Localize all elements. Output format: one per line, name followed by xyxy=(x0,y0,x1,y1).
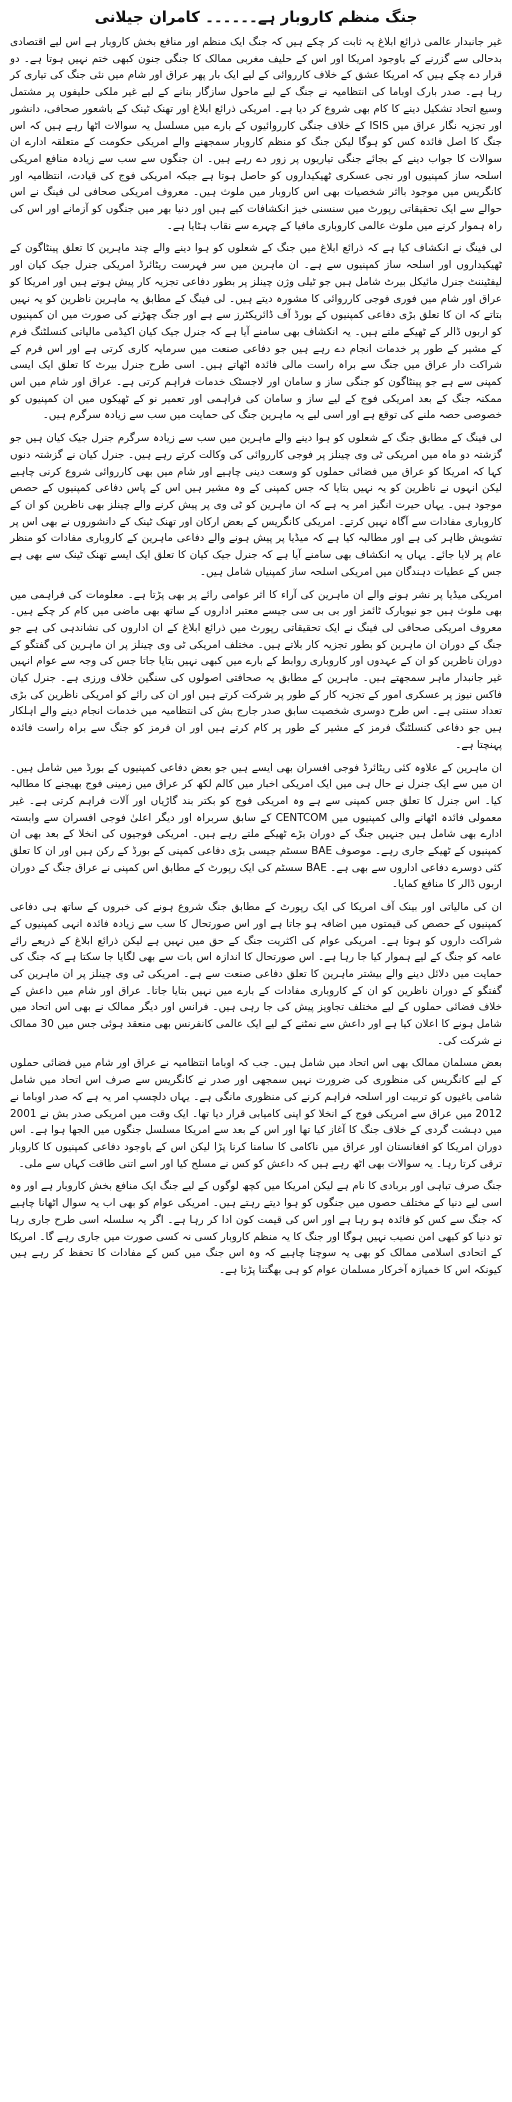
article-paragraph: بعض مسلمان ممالک بھی اس اتحاد میں شامل ہیں۔ جب کہ اوباما انتظامیہ نے عراق اور شام میں فضائی حملوں کے لیے کانگریس کی منظوری کی ضرورت نہیں سمجھی اور صدر نے کانگریس سے صرف اس اتحاد میں شامل شامی باغیوں کو تربیت اور اسلحہ فراہم کرنے کی منظوری مانگی ہے۔ یہاں دلچسپ امر یہ ہے کہ صدر اوباما نے 2012 میں عراق سے امریکی فوج کے انخلا کو اپنی کامیابی قرار دیا تھا۔ ایک وقت میں امریکی صدر بش نے 2001 میں دہشت گردی کے خلاف جنگ کا آغاز کیا تھا اور اس کے بعد سے امریکا مسلسل جنگوں میں الجھا ہوا ہے۔ اس دوران امریکا کو افغانستان اور عراق میں ناکامی کا سامنا کرنا پڑا لیکن اس کے باوجود دفاعی کمپنیوں کا کاروبار ترقی کرتا رہا۔ یہ سوالات بھی اٹھ رہے ہیں کہ داعش کو کس نے مسلح کیا اور اسے اتنی طاقت کہاں سے ملی۔ xyxy=(10,1057,502,1170)
article-paragraph: لی فینگ کے مطابق جنگ کے شعلوں کو ہوا دینے والے ماہرین میں سب سے زیادہ سرگرم جنرل جیک کیان ہیں جو گزشتہ دو ماہ میں امریکی ٹی وی چینلز پر فوجی کارروائی کی وکالت کرتے رہے ہیں۔ جنرل کیان نے گزشتہ دنوں کہا کہ امریکا کو عراق میں فضائی حملوں کو وسعت دینی چاہیے اور شام میں بھی کارروائی شروع کرنی چاہیے لیکن انہوں نے ناظرین کو یہ نہیں بتایا کہ جس کمپنی کے وہ مشیر ہیں اس کے پاس دفاعی کمپنیوں کے حصص موجود ہیں۔ یہاں حیرت انگیز امر یہ ہے کہ ان ماہرین کو ٹی وی پر پیش کرنے والے چینلز بھی ناظرین کو ان کے کاروباری مفادات سے آگاہ نہیں کرتے۔ امریکی کانگریس کے بعض ارکان اور تھنک ٹینک کے دانشوروں نے بھی اس پر تشویش ظاہر کی ہے اور مطالبہ کیا ہے کہ میڈیا پر پیش ہونے والے دفاعی ماہرین کے کاروباری مفادات کو منظر عام پر لایا جائے۔ یہاں یہ انکشاف بھی سامنے آیا ہے کہ جنرل جیک کیان کا تعلق ایک ایسے تھنک ٹینک سے بھی ہے جس کے عطیات دہندگان میں امریکی اسلحہ ساز کمپنیاں شامل ہیں۔ xyxy=(10,432,502,578)
article-headline: جنگ منظم کاروبار ہے۔۔۔۔۔۔ کامران جیلانی xyxy=(94,8,418,26)
article-paragraph: غیر جانبدار عالمی ذرائع ابلاغ یہ ثابت کر چکے ہیں کہ جنگ ایک منظم اور منافع بخش کاروبار ہے اس لیے اقتصادی بدحالی سے گزرنے کے باوجود امریکا اور اس کے حلیف مغربی ممالک کا جنگی جنون کبھی ختم نہیں ہوتا ہے۔ دو قرار دے چکے ہیں کہ امریکا عشق کے خلاف کارروائی کے لیے ایک بار پھر عراق اور شام میں نئی جنگ کی تیاری کر رہا ہے۔ صدر بارک اوباما کی انتظامیہ نے جنگ کے لیے ماحول سازگار بنانے کے لیے غیر ملکی حلیفوں پر مشتمل وسیع اتحاد تشکیل دینے کا کام بھی شروع کر دیا ہے۔ امریکی ذرائع ابلاغ اور تھنک ٹینک کے باشعور صحافی، دانشور اور تجزیہ نگار عراق میں ISIS کے خلاف جنگی کارروائیوں کے بارے میں مسلسل یہ سوالات اٹھا رہے ہیں کہ اس جنگ کا اصل فائدہ کس کو ہوگا لیکن جنگ کو منظم کاروبار سمجھنے والے امریکی حکومت کے متعلقہ ادارے ان سوالات کا جواب دینے کے بجائے جنگی تیاریوں پر زور دے رہے ہیں۔ ان جنگوں سے سب سے زیادہ منافع امریکی اسلحہ ساز کمپنیوں اور نجی عسکری ٹھیکیداروں کو حاصل ہوتا ہے جبکہ امریکی فوج کی قیادت، انتظامیہ اور کانگریس میں موجود بااثر شخصیات بھی اس کاروبار میں ملوث ہیں۔ معروف امریکی صحافی لی فینگ نے اس حوالے سے ایک تحقیقاتی رپورٹ میں سنسنی خیز انکشافات کیے ہیں اور دنیا بھر میں جنگوں کو آزمانے اور اس کی راہ ہموار کرنے میں ملوث عالمی کاروباری مافیا کے چہرے سے نقاب ہٹایا ہے۔ xyxy=(10,36,502,232)
article-paragraph: جنگ صرف تباہی اور بربادی کا نام ہے لیکن امریکا میں کچھ لوگوں کے لیے جنگ ایک منافع بخش کاروبار ہے اور وہ اسی لیے دنیا کے مختلف حصوں میں جنگوں کو ہوا دیتے رہتے ہیں۔ امریکی عوام کو بھی اب یہ سوال اٹھانا چاہیے کہ جنگ سے کس کو فائدہ ہو رہا ہے اور اس کی قیمت کون ادا کر رہا ہے۔ اگر یہ سلسلہ اسی طرح جاری رہا تو دنیا کو کبھی امن نصیب نہیں ہوگا اور جنگ کا یہ منظم کاروبار کسی نہ کسی صورت میں جاری رہے گا۔ امریکا کے اتحادی اسلامی ممالک کو بھی یہ سوچنا چاہیے کہ وہ اس جنگ میں کس کے مفادات کا تحفظ کر رہے ہیں کیونکہ اس کا خمیازہ آخرکار مسلمان عوام کو ہی بھگتنا پڑتا ہے۔ xyxy=(10,1180,502,1276)
article-body xyxy=(10,34,502,1279)
article-paragraph: ان ماہرین کے علاوہ کئی ریٹائرڈ فوجی افسران بھی ایسے ہیں جو بعض دفاعی کمپنیوں کے بورڈ میں شامل ہیں۔ ان میں سے ایک جنرل نے حال ہی میں ایک امریکی اخبار میں کالم لکھ کر عراق میں زمینی فوج بھیجنے کا مطالبہ کیا۔ اس جنرل کا تعلق جس کمپنی سے ہے وہ امریکی فوج کو بکتر بند گاڑیاں اور آلات فراہم کرتی ہے۔ غیر معمولی فائدہ اٹھانے والی کمپنیوں میں CENTCOM کے سابق سربراہ اور دیگر اعلیٰ فوجی افسران سے وابستہ ادارے بھی شامل ہیں جنہیں جنگ کے دوران بڑے ٹھیکے ملتے رہے ہیں۔ امریکی فوجیوں کی انخلا کے بعد بھی ان کمپنیوں کے ٹھیکے جاری رہے۔ موصوف BAE سسٹم جیسی بڑی دفاعی کمپنی کے بورڈ کے رکن ہیں اور ان کا تعلق کئی دوسرے دفاعی اداروں سے بھی ہے۔ BAE سسٹم کی ایک رپورٹ کے مطابق اس کمپنی نے عراق جنگ کے دوران اربوں ڈالر کا منافع کمایا۔ xyxy=(10,761,503,891)
article-paragraph: امریکی میڈیا پر نشر ہونے والے ان ماہرین کی آراء کا اثر عوامی رائے پر بھی پڑتا ہے۔ معلومات کی فراہمی میں بھی ملوث ہیں جو نیویارک ٹائمز اور بی بی سی جیسے معتبر اداروں کے ساتھ بھی ماضی میں کام کر چکے ہیں۔ معروف امریکی صحافی لی فینگ نے ایک تحقیقاتی رپورٹ میں ذرائع ابلاغ کے ان اداروں کی نشاندہی کی ہے جو جنگ کے دوران ان ماہرین کو بطور تجزیہ کار بلاتے ہیں۔ مختلف امریکی ٹی وی چینلز پر ان ماہرین کی گفتگو کے دوران ناظرین کو ان کے عہدوں اور کاروباری روابط کے بارے میں کبھی نہیں بتایا جاتا جس کی وجہ سے عوام انہیں غیر جانبدار ماہر سمجھتے ہیں۔ ماہرین کے مطابق یہ صحافتی اصولوں کی سنگین خلاف ورزی ہے۔ جنرل کیان فاکس نیوز پر عسکری امور کے تجزیہ کار کے طور پر شرکت کرتے ہیں اور ان کی رائے کو امریکی ناظرین کی بڑی تعداد سنتی ہے۔ اس طرح دوسری شخصیت سابق صدر جارج بش کی انتظامیہ میں خدمات انجام دینے والے اہلکار ہیں جو دفاعی کنسلٹنگ فرمز کے مشیر کے طور پر کام کرتے ہیں اور ان فرمز کو جنگ سے براہ راست فائدہ پہنچتا ہے۔ xyxy=(10,588,502,751)
article-paragraph: ان کی مالیاتی اور بینک آف امریکا کی ایک رپورٹ کے مطابق جنگ شروع ہونے کی خبروں کے ساتھ ہی دفاعی کمپنیوں کے حصص کی قیمتوں میں اضافہ ہو جاتا ہے اور اس صورتحال کا سب سے زیادہ فائدہ انہی کمپنیوں کے شراکت داروں کو ہوتا ہے۔ امریکی عوام کی اکثریت جنگ کے حق میں نہیں ہے لیکن ذرائع ابلاغ کے ذریعے رائے عامہ کو جنگ کے لیے ہموار کیا جا رہا ہے۔ اس صورتحال کا اندازہ اس بات سے بھی لگایا جا سکتا ہے کہ جنگ کی حمایت میں دلائل دینے والے بیشتر ماہرین کا تعلق دفاعی صنعت سے ہے۔ امریکی ٹی وی چینلز پر ان ماہرین کی گفتگو کے دوران ناظرین کو ان کے کاروباری مفادات کے بارے میں نہیں بتایا جاتا۔ عراق اور شام میں داعش کے خلاف فضائی حملوں کے لیے مختلف تجاویز پیش کی جا رہی ہیں۔ فرانس اور دیگر ممالک نے بھی اس اتحاد میں شامل ہونے کا اعلان کیا ہے اور داعش سے نمٹنے کے لیے ایک عالمی کانفرنس بھی منعقد ہوئی جس میں 30 ممالک نے شرکت کی۔ xyxy=(10,901,502,1047)
article-paragraph: لی فینگ نے انکشاف کیا ہے کہ ذرائع ابلاغ میں جنگ کے شعلوں کو ہوا دینے والے چند ماہرین کا تعلق پینٹاگون کے ٹھیکیداروں اور اسلحہ ساز کمپنیوں سے ہے۔ ان ماہرین میں سر فہرست ریٹائرڈ امریکی جنرل جیک کیان اور لیفٹیننٹ جنرل مائیکل بیرٹ شامل ہیں جو ٹیلی وژن چینلز پر بطور دفاعی تجزیہ کار پیش ہوتے ہیں اور امریکا کو عراق اور شام میں فوری فوجی کارروائی کا مشورہ دیتے ہیں۔ لی فینگ کے مطابق یہ ماہرین ناظرین کو یہ نہیں بتاتے کہ ان کا تعلق بڑی دفاعی کمپنیوں کے بورڈ آف ڈائریکٹرز سے ہے اور جنگ چھڑنے کی صورت میں ان کمپنیوں کو اربوں ڈالر کے ٹھیکے ملتے ہیں۔ یہ انکشاف بھی سامنے آیا ہے کہ جنرل جیک کیان اکیڈمی مالیاتی کنسلٹنگ فرم کے مشیر کے طور پر خدمات انجام دے رہے ہیں جو دفاعی صنعت میں سرمایہ کاری کرتی ہے اور اس فرم کے شراکت دار عراق میں جنگ سے براہ راست مالی فائدہ اٹھاتے ہیں۔ اسی طرح جنرل بیرٹ کا تعلق ایک ایسی کمپنی سے ہے جو پینٹاگون کو جنگی ساز و سامان اور لاجسٹک خدمات فراہم کرتی ہے۔ عراق اور شام میں اس ممکنہ جنگ کے بعد امریکی فوج کے لیے ساز و سامان کی فراہمی اور تعمیر نو کے ٹھیکوں میں ان کمپنیوں کو خصوصی حصہ ملنے کی توقع ہے اور اسی لیے یہ ماہرین جنگ کی حمایت میں سب سے زیادہ سرگرم ہیں۔ xyxy=(10,242,502,422)
